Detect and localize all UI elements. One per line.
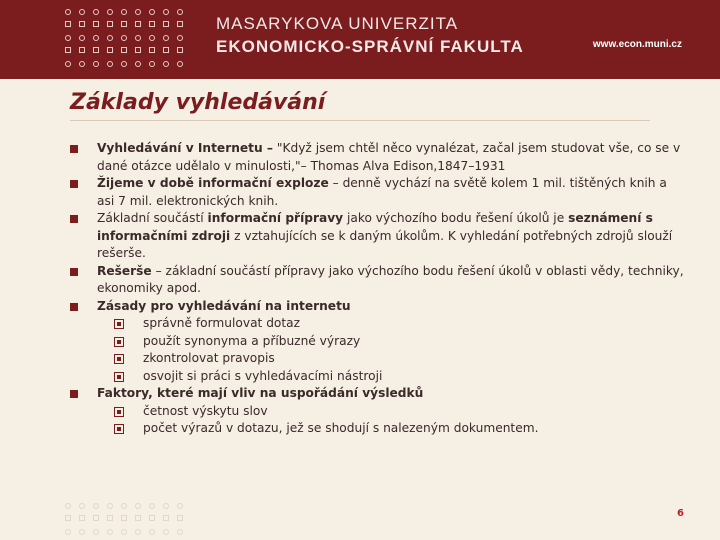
item-bold: Zásady pro vyhledávání na internetu — [97, 298, 351, 313]
sub-list-item — [70, 420, 685, 438]
sub-item-text: zkontrolovat pravopis — [143, 351, 275, 365]
slide-title: Základy vyhledávání — [70, 90, 326, 115]
checkbox-bullet-icon — [114, 424, 124, 434]
list-item — [70, 140, 685, 175]
item-bold: Žijeme v době informační exploze — [97, 176, 329, 190]
university-name: MASARYKOVA UNIVERZITA — [216, 14, 459, 33]
square-bullet-icon — [70, 303, 78, 311]
item-bold: informační přípravy — [207, 211, 344, 225]
university-logo-pattern-icon — [62, 6, 190, 74]
sub-item-text: osvojit si práci s vyhledávacími nástroji — [143, 368, 383, 383]
item-text: z vztahujících se k daným úkolům. K vyhledání potřebných zdrojů slouží rešerše. — [97, 228, 673, 260]
item-text: – denně vychází na světě kolem 1 mil. tištěných knih a asi 7 mil. elektronických knih. — [97, 176, 667, 208]
sub-item-text: správně formulovat dotaz — [143, 316, 301, 330]
checkbox-bullet-icon — [114, 372, 124, 382]
sub-list-item — [70, 368, 685, 386]
list-item — [70, 298, 685, 316]
item-bold: Rešerše — [97, 263, 152, 278]
title-divider — [70, 120, 650, 121]
sub-list-item — [70, 350, 685, 368]
page-number: 6 — [677, 508, 684, 519]
sub-list-item — [70, 333, 685, 351]
footer-pattern-icon — [62, 500, 190, 540]
list-item — [70, 263, 685, 298]
sub-item-text: četnost výskytu slov — [143, 403, 268, 418]
item-text: Základní součástí — [97, 211, 208, 225]
header-bar — [0, 0, 720, 79]
list-item — [70, 385, 685, 403]
checkbox-bullet-icon — [114, 354, 124, 364]
square-bullet-icon — [70, 390, 78, 398]
sub-list-item — [70, 403, 685, 421]
logo-text — [216, 14, 524, 58]
item-bold: Faktory, které mají vliv na uspořádání výsledků — [97, 386, 424, 400]
checkbox-bullet-icon — [114, 319, 124, 329]
bullet-list — [70, 140, 685, 438]
square-bullet-icon — [70, 180, 78, 188]
square-bullet-icon — [70, 215, 78, 223]
list-item — [70, 175, 685, 210]
item-bold: seznámení s informačními zdroji — [97, 211, 653, 243]
sub-list-item — [70, 315, 685, 333]
sub-item-text: použít synonyma a příbuzné výrazy — [143, 333, 361, 348]
site-url: www.econ.muni.cz — [592, 39, 682, 50]
checkbox-bullet-icon — [114, 407, 124, 417]
square-bullet-icon — [70, 268, 78, 276]
sub-item-text: počet výrazů v dotazu, jež se shodují s nalezeným dokumentem. — [143, 421, 539, 435]
list-item — [70, 210, 685, 263]
item-bold: Vyhledávání v Internetu – — [97, 141, 273, 155]
faculty-name: EKONOMICKO-SPRÁVNÍ FAKULTA — [216, 37, 524, 56]
checkbox-bullet-icon — [114, 337, 124, 347]
item-text: jako výchozího bodu řešení úkolů je — [343, 211, 569, 225]
item-text: – základní součástí přípravy jako výchozího bodu řešení úkolů v oblasti vědy, techniky, ekonomiky apod. — [97, 263, 684, 295]
item-text: "Když jsem chtěl něco vynalézat, začal jsem studovat vše, co se v dané otázce udělalo v minulosti,"– Thomas Alva Edison,1847–1931 — [97, 141, 681, 173]
square-bullet-icon — [70, 145, 78, 153]
